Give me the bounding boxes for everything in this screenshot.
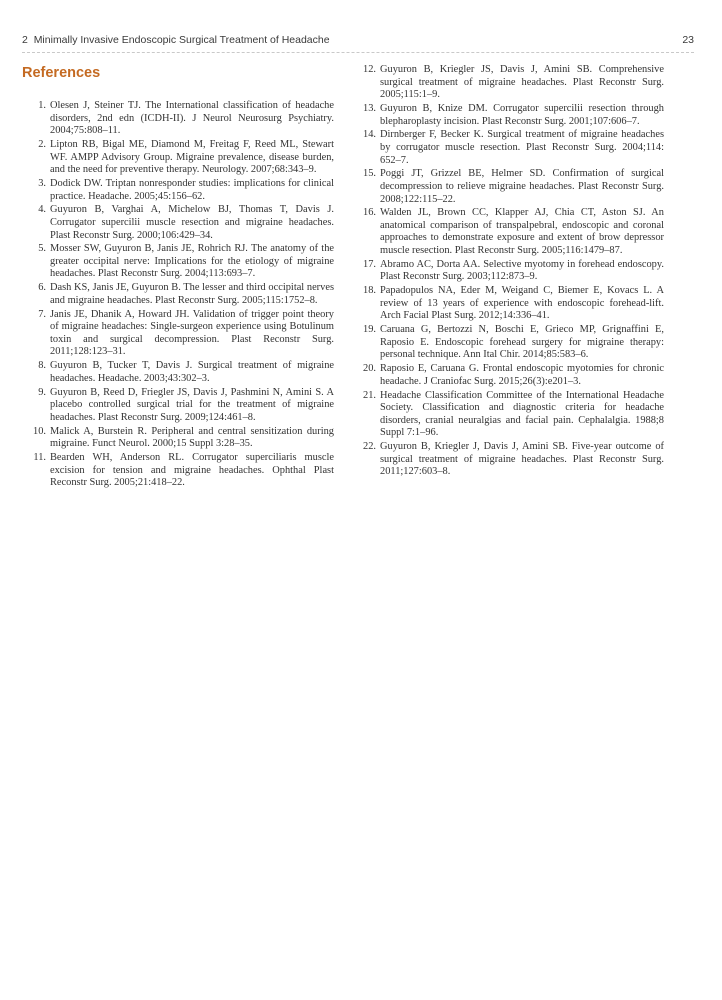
reference-item: [22, 387, 334, 425]
reference-number: 13.: [363, 102, 376, 114]
reference-text: Janis JE, Dhanik A, Howard JH. Validation of trigger point theory of migraine headaches: Single-surgeon experience using Botulinum toxin and surgical decompression. Plast Reconstr Surg. 2011;128:123–31.: [50, 308, 334, 358]
reference-item: [352, 441, 664, 479]
reference-text: Caruana G, Bertozzi N, Boschi E, Grieco MP, Grignaffini E, Raposio E. Endoscopic forehead surgery for migraine therapy: personal technique. Ann Ital Chir. 2014;85:583–6.: [380, 324, 664, 361]
reference-text: Guyuron B, Tucker T, Davis J. Surgical treatment of migraine headaches. Headache. 2003;43:302–3.: [50, 360, 334, 384]
reference-number: 20.: [363, 363, 376, 375]
reference-text: Dirnberger F, Becker K. Surgical treatment of migraine headaches by corrugator muscle resection. Plast Reconstr Surg. 2004;114: 652–7.: [380, 129, 664, 166]
reference-number: 2.: [38, 138, 46, 150]
reference-item: [352, 363, 664, 388]
reference-number: 8.: [38, 360, 46, 372]
reference-item: [352, 259, 664, 284]
reference-number: 6.: [38, 282, 46, 294]
reference-item: [352, 129, 664, 167]
reference-number: 16.: [363, 207, 376, 219]
reference-text: Guyuron B, Kriegler J, Davis J, Amini SB. Five-year outcome of surgical treatment of migraine headaches. Plast Reconstr Surg. 2011;127:603–8.: [380, 441, 664, 478]
reference-list-left: [22, 100, 334, 490]
reference-number: 1.: [38, 100, 46, 111]
left-column: [22, 64, 334, 491]
reference-text: Abramo AC, Dorta AA. Selective myotomy in forehead endoscopy. Plast Reconstr Surg. 2003;112:873–9.: [380, 258, 664, 283]
reference-item: [22, 204, 334, 242]
reference-number: 14.: [363, 129, 376, 141]
right-column: [352, 64, 664, 480]
reference-item: [22, 282, 334, 307]
running-header-left: [22, 34, 330, 46]
reference-text: Malick A, Burstein R. Peripheral and central sensitization during migraine. Funct Neurol. 2000;15 Suppl 3:28–35.: [50, 425, 334, 450]
reference-text: Raposio E, Caruana G. Frontal endoscopic myotomies for chronic headache. J Craniofac Surg. 2015;26(3):e201–3.: [380, 363, 664, 387]
reference-number: 12.: [363, 64, 376, 75]
reference-item: [22, 426, 334, 451]
reference-number: 9.: [38, 386, 46, 398]
reference-text: Headache Classification Committee of the International Headache Society. Classification and diagnostic criteria for headache disorders, cranial neuralgias and facial pain. Cephalalgia. 1988;8 Suppl 7:1–96.: [380, 389, 664, 439]
reference-number: 22.: [363, 441, 376, 453]
reference-number: 3.: [38, 177, 46, 189]
reference-item: [22, 178, 334, 203]
reference-item: [22, 100, 334, 138]
reference-text: Guyuron B, Kriegler JS, Davis J, Amini SB. Comprehensive surgical treatment of migraine headaches. Plast Reconstr Surg. 2005;115:1–9.: [380, 64, 664, 101]
reference-number: 15.: [363, 168, 376, 180]
page-number-left: 2: [22, 34, 28, 46]
reference-item: [22, 139, 334, 177]
reference-number: 4.: [38, 204, 46, 216]
section-title: References: [22, 65, 101, 81]
reference-item: [22, 309, 334, 359]
reference-text: Walden JL, Brown CC, Klapper AJ, Chia CT, Aston SJ. An anatomical comparison of transpalpebral, endoscopic and coronal approaches to demonstrate exposure and extent of brow depressor muscle resection. Plast Reconstr Surg. 2005;116:1479–87.: [380, 207, 664, 257]
header-divider: [22, 52, 694, 53]
reference-item: [352, 285, 664, 323]
reference-number: 10.: [33, 425, 46, 437]
reference-list-right: [352, 64, 664, 479]
reference-number: 11.: [33, 451, 46, 463]
reference-item: [352, 207, 664, 257]
reference-item: [352, 103, 664, 128]
reference-item: [352, 168, 664, 206]
reference-text: Dash KS, Janis JE, Guyuron B. The lesser and third occipital nerves and migraine headaches. Plast Reconstr Surg. 2005;115:1752–8.: [50, 282, 334, 306]
reference-number: 19.: [363, 324, 376, 336]
reference-text: Guyuron B, Reed D, Friegler JS, Davis J, Pashmini N, Amini S. A placebo controlled surgical trial for the treatment of migraine headaches. Plast Reconstr Surg. 2009;124:461–8.: [50, 386, 334, 423]
reference-text: Dodick DW. Triptan nonresponder studies: implications for clinical practice. Headache. 2005;45:156–62.: [50, 177, 334, 202]
reference-number: 5.: [38, 243, 46, 255]
reference-number: 18.: [363, 285, 376, 297]
reference-item: [22, 360, 334, 385]
reference-text: Poggi JT, Grizzel BE, Helmer SD. Confirmation of surgical decompression to relieve migraine headaches. Plast Reconstr Surg. 2008;122:115–22.: [380, 168, 664, 205]
reference-item: [352, 64, 664, 102]
reference-text: Lipton RB, Bigal ME, Diamond M, Freitag F, Reed ML, Stewart WF. AMPP Advisory Group. Migraine prevalence, disease burden, and the need for preventive therapy. Neurology. 2007;68:343–9.: [50, 138, 334, 176]
reference-item: [22, 452, 334, 490]
page-number: 23: [682, 34, 694, 46]
reference-number: 17.: [363, 258, 376, 270]
reference-text: Guyuron B, Varghai A, Michelow BJ, Thomas T, Davis J. Corrugator supercilii muscle resection and migraine headaches. Plast Reconstr Surg. 2000;106:429–34.: [50, 204, 334, 241]
reference-text: Mosser SW, Guyuron B, Janis JE, Rohrich RJ. The anatomy of the greater occipital nerve: Implications for the etiology of migraine headaches. Plast Reconstr Surg. 2004;113:693–7.: [50, 243, 334, 280]
reference-number: 7.: [38, 308, 46, 320]
reference-number: 21.: [363, 389, 376, 401]
chapter-title: Minimally Invasive Endoscopic Surgical Treatment of Headache: [33, 34, 330, 46]
reference-text: Bearden WH, Anderson RL. Corrugator superciliaris muscle excision for tension and migraine headaches. Ophthal Plast Reconstr Surg. 2005;21:418–22.: [50, 451, 334, 489]
reference-item: [352, 324, 664, 362]
running-header: [22, 34, 702, 50]
reference-text: Papadopulos NA, Eder M, Weigand C, Biemer E, Kovacs L. A review of 13 years of experience with endoscopic forehead-lift. Arch Facial Plast Surg. 2012;14:336–41.: [380, 285, 664, 322]
reference-item: [352, 390, 664, 440]
reference-text: Guyuron B, Knize DM. Corrugator supercilii resection through blepharoplasty incision. Plast Reconstr Surg. 2001;107:606–7.: [380, 102, 664, 127]
reference-text: Olesen J, Steiner TJ. The International classification of headache disorders, 2nd edn (ICDH-II). J Neurol Neurosurg Psychiatry. 2004;75:808–11.: [50, 100, 334, 137]
reference-item: [22, 243, 334, 281]
